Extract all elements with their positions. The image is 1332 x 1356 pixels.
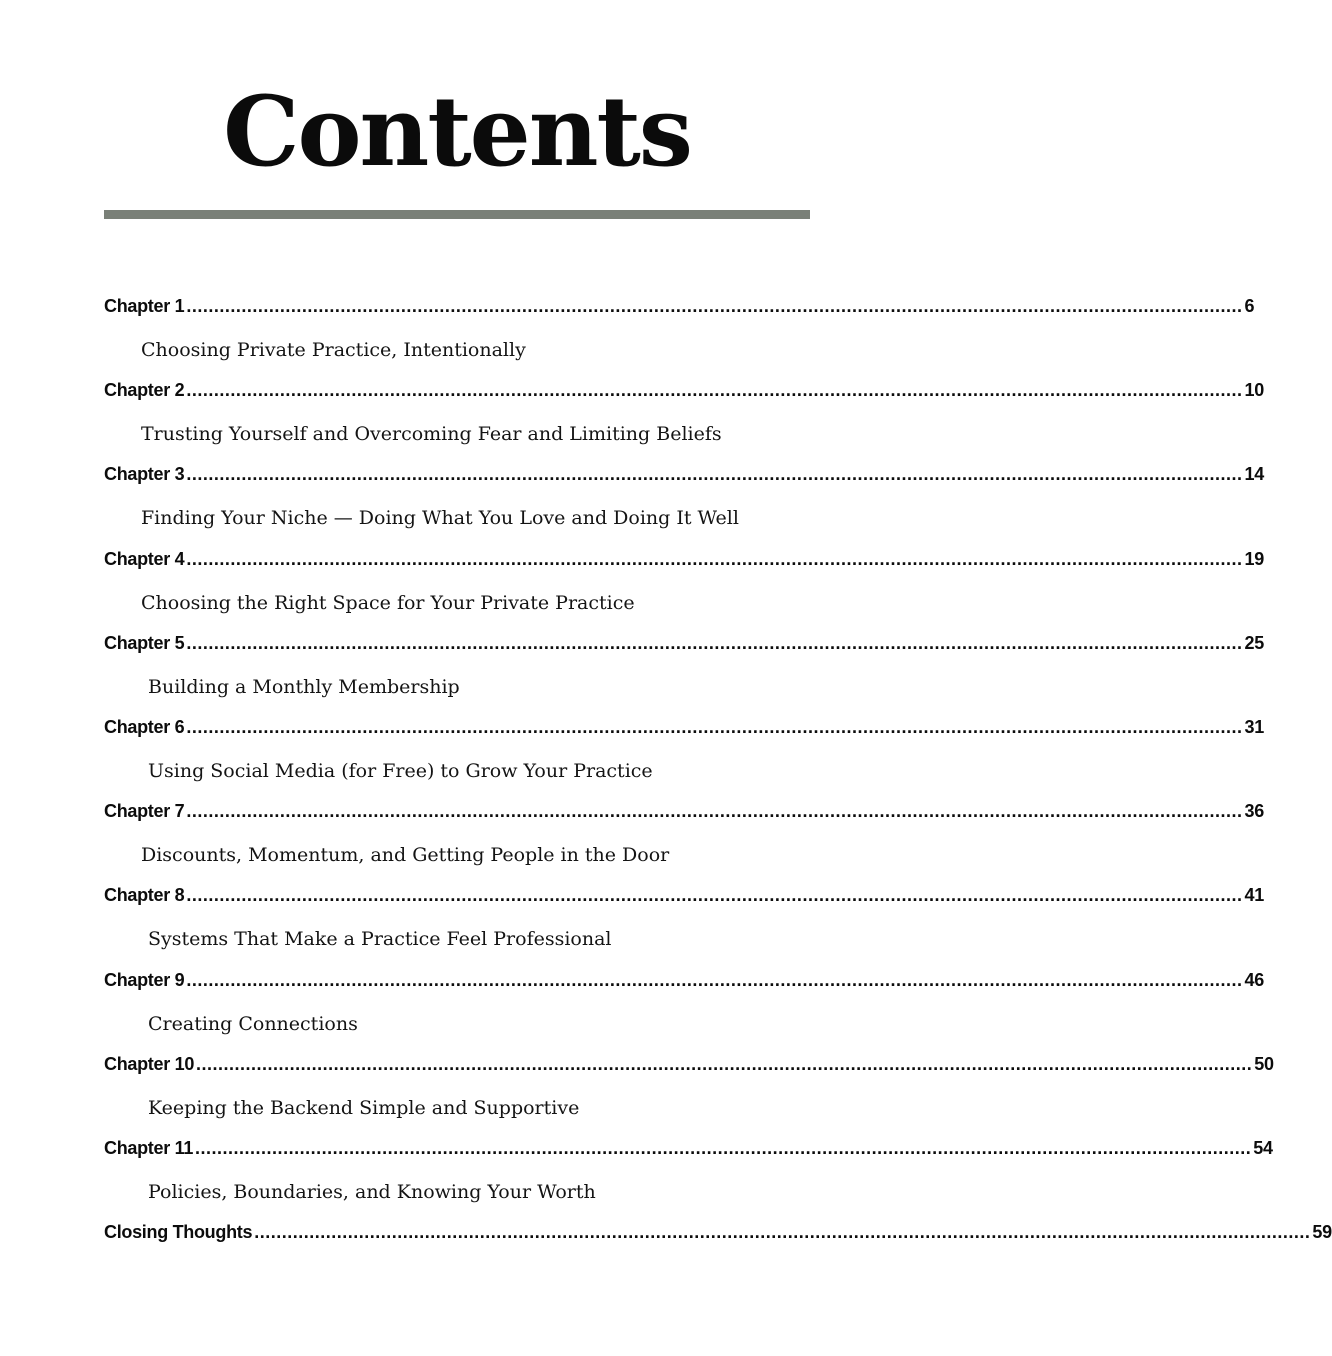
toc-chapter-line <box>104 885 1264 913</box>
toc-entry-chapter-7[interactable] <box>104 801 1264 885</box>
toc-entry-chapter-11[interactable] <box>104 1137 1273 1222</box>
toc-entry-closing-thoughts[interactable] <box>104 1222 1332 1306</box>
page-number: 31 <box>1244 716 1264 737</box>
dot-leader: ................................................................................................................................................................................................ <box>186 885 1243 906</box>
page-number: 41 <box>1244 885 1264 906</box>
chapter-subtitle: Using Social Media (for Free) to Grow Your Practice <box>148 759 653 782</box>
title-divider <box>104 210 810 219</box>
toc-chapter-line <box>104 801 1264 829</box>
toc-entry-chapter-8[interactable] <box>104 885 1264 969</box>
chapter-subtitle: Finding Your Niche — Doing What You Love and Doing It Well <box>141 507 739 530</box>
toc-entry-chapter-9[interactable] <box>104 969 1264 1054</box>
page-number: 54 <box>1253 1137 1273 1158</box>
chapter-label: Chapter 4 <box>104 548 185 569</box>
toc-chapter-line <box>104 1137 1273 1166</box>
page-number: 14 <box>1244 464 1264 485</box>
chapter-subtitle: Systems That Make a Practice Feel Professional <box>148 928 612 951</box>
chapter-subtitle: Choosing the Right Space for Your Private Practice <box>141 591 635 614</box>
page-number: 6 <box>1244 296 1255 316</box>
dot-leader: ................................................................................................................................................................................................ <box>195 1137 1252 1158</box>
page-title: Contents <box>223 75 691 188</box>
chapter-label: Chapter 1 <box>104 296 185 316</box>
chapter-subtitle: Discounts, Momentum, and Getting People in the Door <box>141 844 670 867</box>
chapter-subtitle: Creating Connections <box>148 1012 358 1035</box>
dot-leader: ................................................................................................................................................................................................ <box>186 548 1243 569</box>
dot-leader: ................................................................................................................................................................................................ <box>186 801 1243 822</box>
dot-leader: ................................................................................................................................................................................................ <box>186 716 1243 737</box>
page-number: 25 <box>1244 632 1264 653</box>
chapter-label: Chapter 7 <box>104 801 185 822</box>
toc-entry-chapter-2[interactable] <box>104 380 1264 464</box>
chapter-subtitle: Choosing Private Practice, Intentionally <box>141 339 526 361</box>
chapter-label: Chapter 11 <box>104 1137 194 1158</box>
toc-entry-chapter-4[interactable] <box>104 548 1264 633</box>
page-number: 46 <box>1244 969 1264 990</box>
table-of-contents <box>104 296 1332 1306</box>
dot-leader: ................................................................................................................................................................................................ <box>186 296 1243 316</box>
toc-entry-chapter-6[interactable] <box>104 716 1264 801</box>
toc-entry-chapter-10[interactable] <box>104 1053 1274 1138</box>
chapter-label: Chapter 3 <box>104 464 185 485</box>
page-number: 59 <box>1312 1222 1332 1243</box>
toc-entry-chapter-3[interactable] <box>104 464 1264 548</box>
toc-chapter-line <box>104 1053 1274 1082</box>
dot-leader: ................................................................................................................................................................................................ <box>186 380 1243 401</box>
chapter-subtitle: Policies, Boundaries, and Knowing Your Worth <box>148 1180 596 1203</box>
page-number: 10 <box>1244 380 1264 401</box>
page-number: 19 <box>1244 548 1264 569</box>
toc-chapter-line <box>104 548 1264 577</box>
chapter-subtitle: Building a Monthly Membership <box>148 675 460 698</box>
chapter-subtitle: Keeping the Backend Simple and Supportive <box>148 1096 580 1119</box>
toc-chapter-line <box>104 632 1264 661</box>
toc-entry-chapter-1[interactable] <box>104 296 1255 380</box>
page-number: 50 <box>1254 1053 1274 1074</box>
dot-leader: ................................................................................................................................................................................................ <box>186 464 1243 485</box>
toc-chapter-line <box>104 296 1255 324</box>
chapter-label: Chapter 2 <box>104 380 185 401</box>
toc-entry-chapter-5[interactable] <box>104 632 1264 717</box>
chapter-label: Chapter 6 <box>104 716 185 737</box>
dot-leader: ................................................................................................................................................................................................ <box>196 1053 1253 1074</box>
dot-leader: ................................................................................................................................................................................................ <box>254 1222 1311 1243</box>
dot-leader: ................................................................................................................................................................................................ <box>186 632 1243 653</box>
chapter-label: Closing Thoughts <box>104 1222 253 1243</box>
chapter-subtitle: Trusting Yourself and Overcoming Fear and Limiting Beliefs <box>141 423 722 446</box>
toc-chapter-line <box>104 464 1264 492</box>
page-number: 36 <box>1244 801 1264 822</box>
toc-chapter-line <box>104 1222 1332 1250</box>
toc-chapter-line <box>104 380 1264 408</box>
toc-chapter-line <box>104 969 1264 998</box>
dot-leader: ................................................................................................................................................................................................ <box>186 969 1243 990</box>
chapter-label: Chapter 5 <box>104 632 185 653</box>
chapter-label: Chapter 10 <box>104 1053 195 1074</box>
chapter-label: Chapter 8 <box>104 885 185 906</box>
toc-chapter-line <box>104 716 1264 745</box>
chapter-label: Chapter 9 <box>104 969 185 990</box>
